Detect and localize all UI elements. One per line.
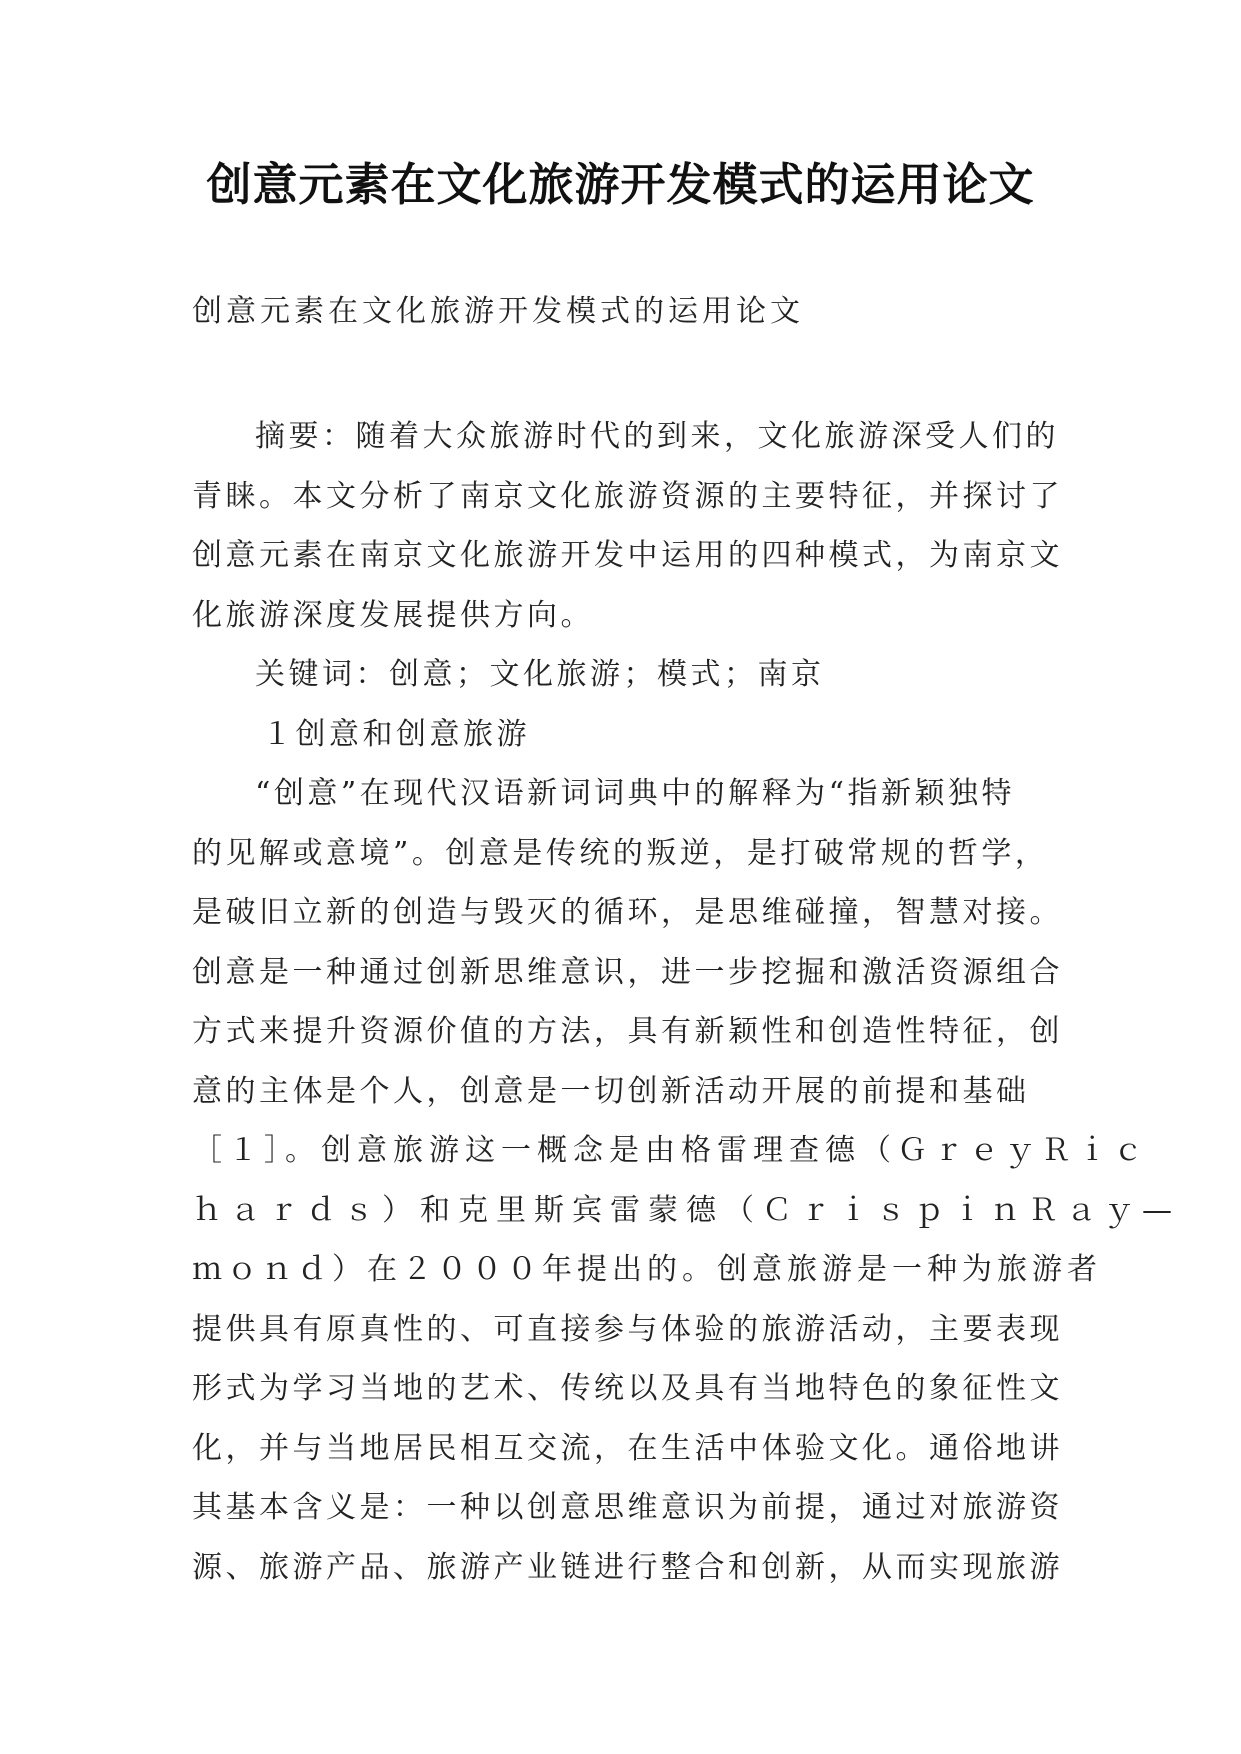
paragraph-line: ［１］。创意旅游这一概念是由格雷理查德（ＧｒｅｙＲｉｃ (192, 1133, 1149, 1168)
paragraph-line: ｍｏｎｄ）在２０００年提出的。创意旅游是一种为旅游者 (192, 1252, 1102, 1287)
paragraph-line: 源、旅游产品、旅游产业链进行整合和创新，从而实现旅游 (192, 1549, 1063, 1585)
paragraph-line: 方式来提升资源价值的方法，具有新颖性和创造性特征，创 (192, 1014, 1063, 1049)
paragraph-line: ｈａｒｄｓ）和克里斯宾雷蒙德（ＣｒｉｓｐｉｎＲａｙ— (192, 1192, 1180, 1228)
paragraph-line: 形式为学习当地的艺术、传统以及具有当地特色的象征性文 (192, 1371, 1063, 1406)
paragraph-line: 提供具有原真性的、可直接参与体验的旅游活动，主要表现 (192, 1311, 1063, 1347)
section-heading: １创意和创意旅游 (262, 716, 530, 752)
abstract-line: 化旅游深度发展提供方向。 (192, 597, 594, 633)
document-body (192, 407, 1180, 1597)
paragraph-line: “创意”在现代汉语新词词典中的解释为“指新颖独特 (255, 776, 1016, 811)
abstract-line: 摘要：随着大众旅游时代的到来，文化旅游深受人们的 (255, 419, 1059, 454)
paragraph-line: 化，并与当地居民相互交流，在生活中体验文化。通俗地讲 (192, 1430, 1063, 1466)
document-subtitle: 创意元素在文化旅游开发模式的运用论文 (192, 294, 804, 329)
keywords-line: 关键词：创意；文化旅游；模式；南京 (255, 657, 825, 692)
paragraph-line: 意的主体是个人，创意是一切创新活动开展的前提和基础 (192, 1073, 1030, 1109)
abstract-line: 青睐。本文分析了南京文化旅游资源的主要特征，并探讨了 (192, 478, 1063, 514)
paragraph-line: 的见解或意境”。创意是传统的叛逆，是打破常规的哲学， (192, 835, 1049, 871)
paragraph-line: 是破旧立新的创造与毁灭的循环，是思维碰撞，智慧对接。 (192, 895, 1063, 930)
paragraph-line: 创意是一种通过创新思维意识，进一步挖掘和激活资源组合 (192, 954, 1063, 990)
abstract-line: 创意元素在南京文化旅游开发中运用的四种模式，为南京文 (192, 538, 1063, 573)
paragraph-line: 其基本含义是：一种以创意思维意识为前提，通过对旅游资 (192, 1490, 1063, 1525)
document-title: 创意元素在文化旅游开发模式的运用论文 (206, 158, 1035, 211)
